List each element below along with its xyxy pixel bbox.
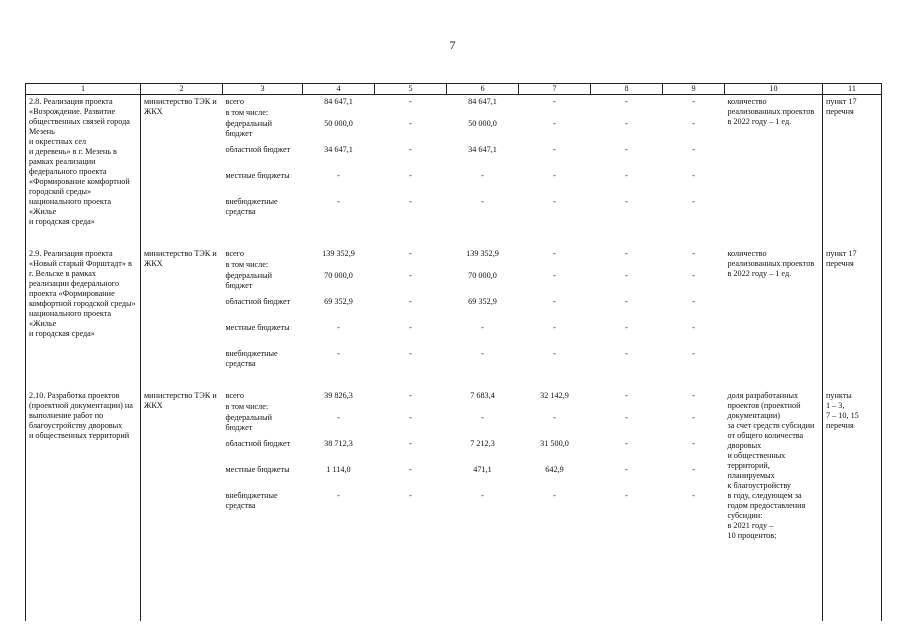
- value-total: -: [337, 170, 340, 180]
- value-total: 38 712,3: [324, 438, 353, 448]
- value-total: 70 000,0: [324, 270, 353, 280]
- value-total: -: [337, 490, 340, 500]
- value-col8: -: [625, 322, 628, 332]
- value-total: [303, 108, 375, 119]
- value-col6: 69 352,9: [468, 296, 497, 306]
- value-col6: 139 352,9: [466, 248, 499, 258]
- value-col8: -: [625, 170, 628, 180]
- value-total: -: [337, 322, 340, 332]
- value-col7: -: [553, 412, 556, 422]
- header-cell: 4: [303, 84, 375, 95]
- value-col5: -: [409, 270, 412, 280]
- value-col9: -: [692, 438, 695, 448]
- value-col6: [447, 402, 519, 413]
- value-total: 69 352,9: [324, 296, 353, 306]
- value-col7: 642,9: [545, 464, 564, 474]
- value-col9: -: [692, 118, 695, 128]
- value-total: [303, 402, 375, 413]
- section-reference: пункты 1 – 3, 7 – 10, 15 перечня: [823, 389, 882, 621]
- budget-source-label: областной бюджет: [225, 438, 291, 448]
- value-col8: [591, 402, 663, 413]
- value-col6: -: [481, 348, 484, 358]
- value-col5: -: [409, 296, 412, 306]
- value-col9: -: [692, 390, 695, 400]
- value-col8: -: [625, 412, 628, 422]
- value-col9: -: [692, 296, 695, 306]
- value-col7: -: [553, 322, 556, 332]
- value-total: -: [337, 196, 340, 206]
- value-total: 39 826,3: [324, 390, 353, 400]
- header-cell: 1: [26, 84, 141, 95]
- budget-source-label: федеральный бюджет: [225, 270, 273, 290]
- value-col8: -: [625, 464, 628, 474]
- value-col8: -: [625, 390, 628, 400]
- value-col9: -: [692, 97, 695, 106]
- value-col6: -: [481, 412, 484, 422]
- budget-source-label: в том числе:: [225, 107, 269, 117]
- value-col8: -: [625, 348, 628, 358]
- section-indicator: количество реализованных проектов в 2022 году – 1 ед.: [725, 95, 823, 247]
- value-col5: -: [409, 97, 412, 106]
- value-col5: -: [409, 196, 412, 206]
- value-col7: -: [553, 97, 556, 106]
- value-col6: 34 647,1: [468, 144, 497, 154]
- budget-source-label: областной бюджет: [225, 144, 291, 154]
- value-col8: -: [625, 296, 628, 306]
- value-col7: -: [553, 490, 556, 500]
- value-col5: -: [409, 144, 412, 154]
- financing-table: [25, 83, 882, 621]
- value-col6: 7 212,3: [470, 438, 495, 448]
- budget-source-label: в том числе:: [225, 401, 269, 411]
- value-col6: -: [481, 322, 484, 332]
- value-col7: [519, 402, 591, 413]
- value-col9: -: [692, 412, 695, 422]
- value-col6: [447, 260, 519, 271]
- section-ministry: министерство ТЭК и ЖКХ: [141, 247, 223, 389]
- budget-source-label: местные бюджеты: [225, 464, 290, 474]
- budget-source-label: всего: [225, 97, 244, 106]
- section-name: 2.9. Реализация проекта «Новый старый Форштадт» в г. Вельске в рамках реализации федерального проекта «Формирование комфортной городской среды» национального проекта «Жилье и городская среда»: [26, 247, 141, 389]
- budget-source-label: областной бюджет: [225, 296, 291, 306]
- value-col9: -: [692, 196, 695, 206]
- value-col7: -: [553, 248, 556, 258]
- header-cell: 2: [141, 84, 223, 95]
- value-total: 139 352,9: [322, 248, 355, 258]
- header-cell: 10: [725, 84, 823, 95]
- value-col7: -: [553, 196, 556, 206]
- value-total: -: [337, 348, 340, 358]
- value-col5: -: [409, 348, 412, 358]
- table-row: [26, 247, 882, 260]
- header-cell: 11: [823, 84, 882, 95]
- value-col5: -: [409, 412, 412, 422]
- section-reference: пункт 17 перечня: [823, 247, 882, 389]
- table-header-row: [26, 84, 882, 95]
- budget-source-label: внебюджетные средства: [225, 348, 278, 368]
- value-col7: -: [553, 270, 556, 280]
- value-col9: -: [692, 170, 695, 180]
- value-col6: 70 000,0: [468, 270, 497, 280]
- value-col8: -: [625, 438, 628, 448]
- value-col6: 471,1: [473, 464, 492, 474]
- value-col5: -: [409, 490, 412, 500]
- value-col7: -: [553, 118, 556, 128]
- budget-source-label: внебюджетные средства: [225, 196, 278, 216]
- value-col6: -: [481, 196, 484, 206]
- value-col9: -: [692, 270, 695, 280]
- value-col9: [663, 108, 725, 119]
- header-cell: 3: [223, 84, 303, 95]
- header-cell: 7: [519, 84, 591, 95]
- value-col6: 50 000,0: [468, 118, 497, 128]
- value-col8: [591, 108, 663, 119]
- value-col8: -: [625, 490, 628, 500]
- section-name: 2.10. Разработка проектов (проектной документации) на выполнение работ по благоустройству дворовых и общественных территорий: [26, 389, 141, 621]
- budget-source-label: внебюджетные средства: [225, 490, 278, 510]
- value-col8: -: [625, 97, 628, 106]
- table-row: [26, 389, 882, 402]
- value-col5: -: [409, 118, 412, 128]
- section-indicator: доля разработанных проектов (проектной документации) за счет средств субсидии от общего количества дворовых и общественных территорий, планируемых к благоустройству в году, следующем за годом предоставления субсидии: в 2021 году – 10 процентов;: [725, 389, 823, 621]
- value-col6: [447, 108, 519, 119]
- value-col5: -: [409, 248, 412, 258]
- value-total: -: [337, 412, 340, 422]
- value-col8: [591, 260, 663, 271]
- value-total: 1 114,0: [326, 464, 351, 474]
- value-col8: -: [625, 196, 628, 206]
- section-reference: пункт 17 перечня: [823, 95, 882, 247]
- value-col9: -: [692, 348, 695, 358]
- value-col5: -: [409, 170, 412, 180]
- header-cell: 6: [447, 84, 519, 95]
- value-col7: -: [553, 296, 556, 306]
- value-col7: 32 142,9: [540, 390, 569, 400]
- value-col9: -: [692, 322, 695, 332]
- value-col8: -: [625, 248, 628, 258]
- value-col6: -: [481, 490, 484, 500]
- value-col9: -: [692, 490, 695, 500]
- value-col9: -: [692, 144, 695, 154]
- value-col5: [375, 260, 447, 271]
- value-col6: 84 647,1: [468, 97, 497, 106]
- value-col7: -: [553, 348, 556, 358]
- value-col7: 31 500,0: [540, 438, 569, 448]
- section-indicator: количество реализованных проектов в 2022 году – 1 ед.: [725, 247, 823, 389]
- budget-source-label: всего: [225, 390, 244, 400]
- value-col8: -: [625, 270, 628, 280]
- value-col8: -: [625, 118, 628, 128]
- budget-source-label: местные бюджеты: [225, 170, 290, 180]
- budget-source-label: местные бюджеты: [225, 322, 290, 332]
- value-col7: -: [553, 144, 556, 154]
- value-col5: -: [409, 322, 412, 332]
- value-col5: -: [409, 390, 412, 400]
- value-col7: [519, 108, 591, 119]
- value-col9: [663, 402, 725, 413]
- section-ministry: министерство ТЭК и ЖКХ: [141, 95, 223, 247]
- value-col9: -: [692, 248, 695, 258]
- budget-source-label: федеральный бюджет: [225, 412, 273, 432]
- budget-source-label: всего: [225, 248, 244, 258]
- value-col6: -: [481, 170, 484, 180]
- value-col5: [375, 402, 447, 413]
- value-col9: -: [692, 464, 695, 474]
- value-total: 84 647,1: [324, 97, 353, 106]
- value-col6: 7 683,4: [470, 390, 495, 400]
- value-col7: [519, 260, 591, 271]
- header-cell: 9: [663, 84, 725, 95]
- table-row: [26, 95, 882, 108]
- header-cell: 5: [375, 84, 447, 95]
- value-col5: -: [409, 464, 412, 474]
- value-col8: -: [625, 144, 628, 154]
- value-col5: [375, 108, 447, 119]
- value-total: 50 000,0: [324, 118, 353, 128]
- value-total: [303, 260, 375, 271]
- value-col5: -: [409, 438, 412, 448]
- section-ministry: министерство ТЭК и ЖКХ: [141, 389, 223, 621]
- page-number: 7: [449, 38, 456, 52]
- value-col9: [663, 260, 725, 271]
- header-cell: 8: [591, 84, 663, 95]
- value-total: 34 647,1: [324, 144, 353, 154]
- section-name: 2.8. Реализация проекта «Возрождение. Развитие общественных связей города Мезень и окрестных сел и деревень» в г. Мезень в рамках реализации федерального проекта «Формирование комфортной городской среды» национального проекта «Жилье и городская среда»: [26, 95, 141, 247]
- value-col7: -: [553, 170, 556, 180]
- budget-source-label: федеральный бюджет: [225, 118, 273, 138]
- budget-source-label: в том числе:: [225, 259, 269, 269]
